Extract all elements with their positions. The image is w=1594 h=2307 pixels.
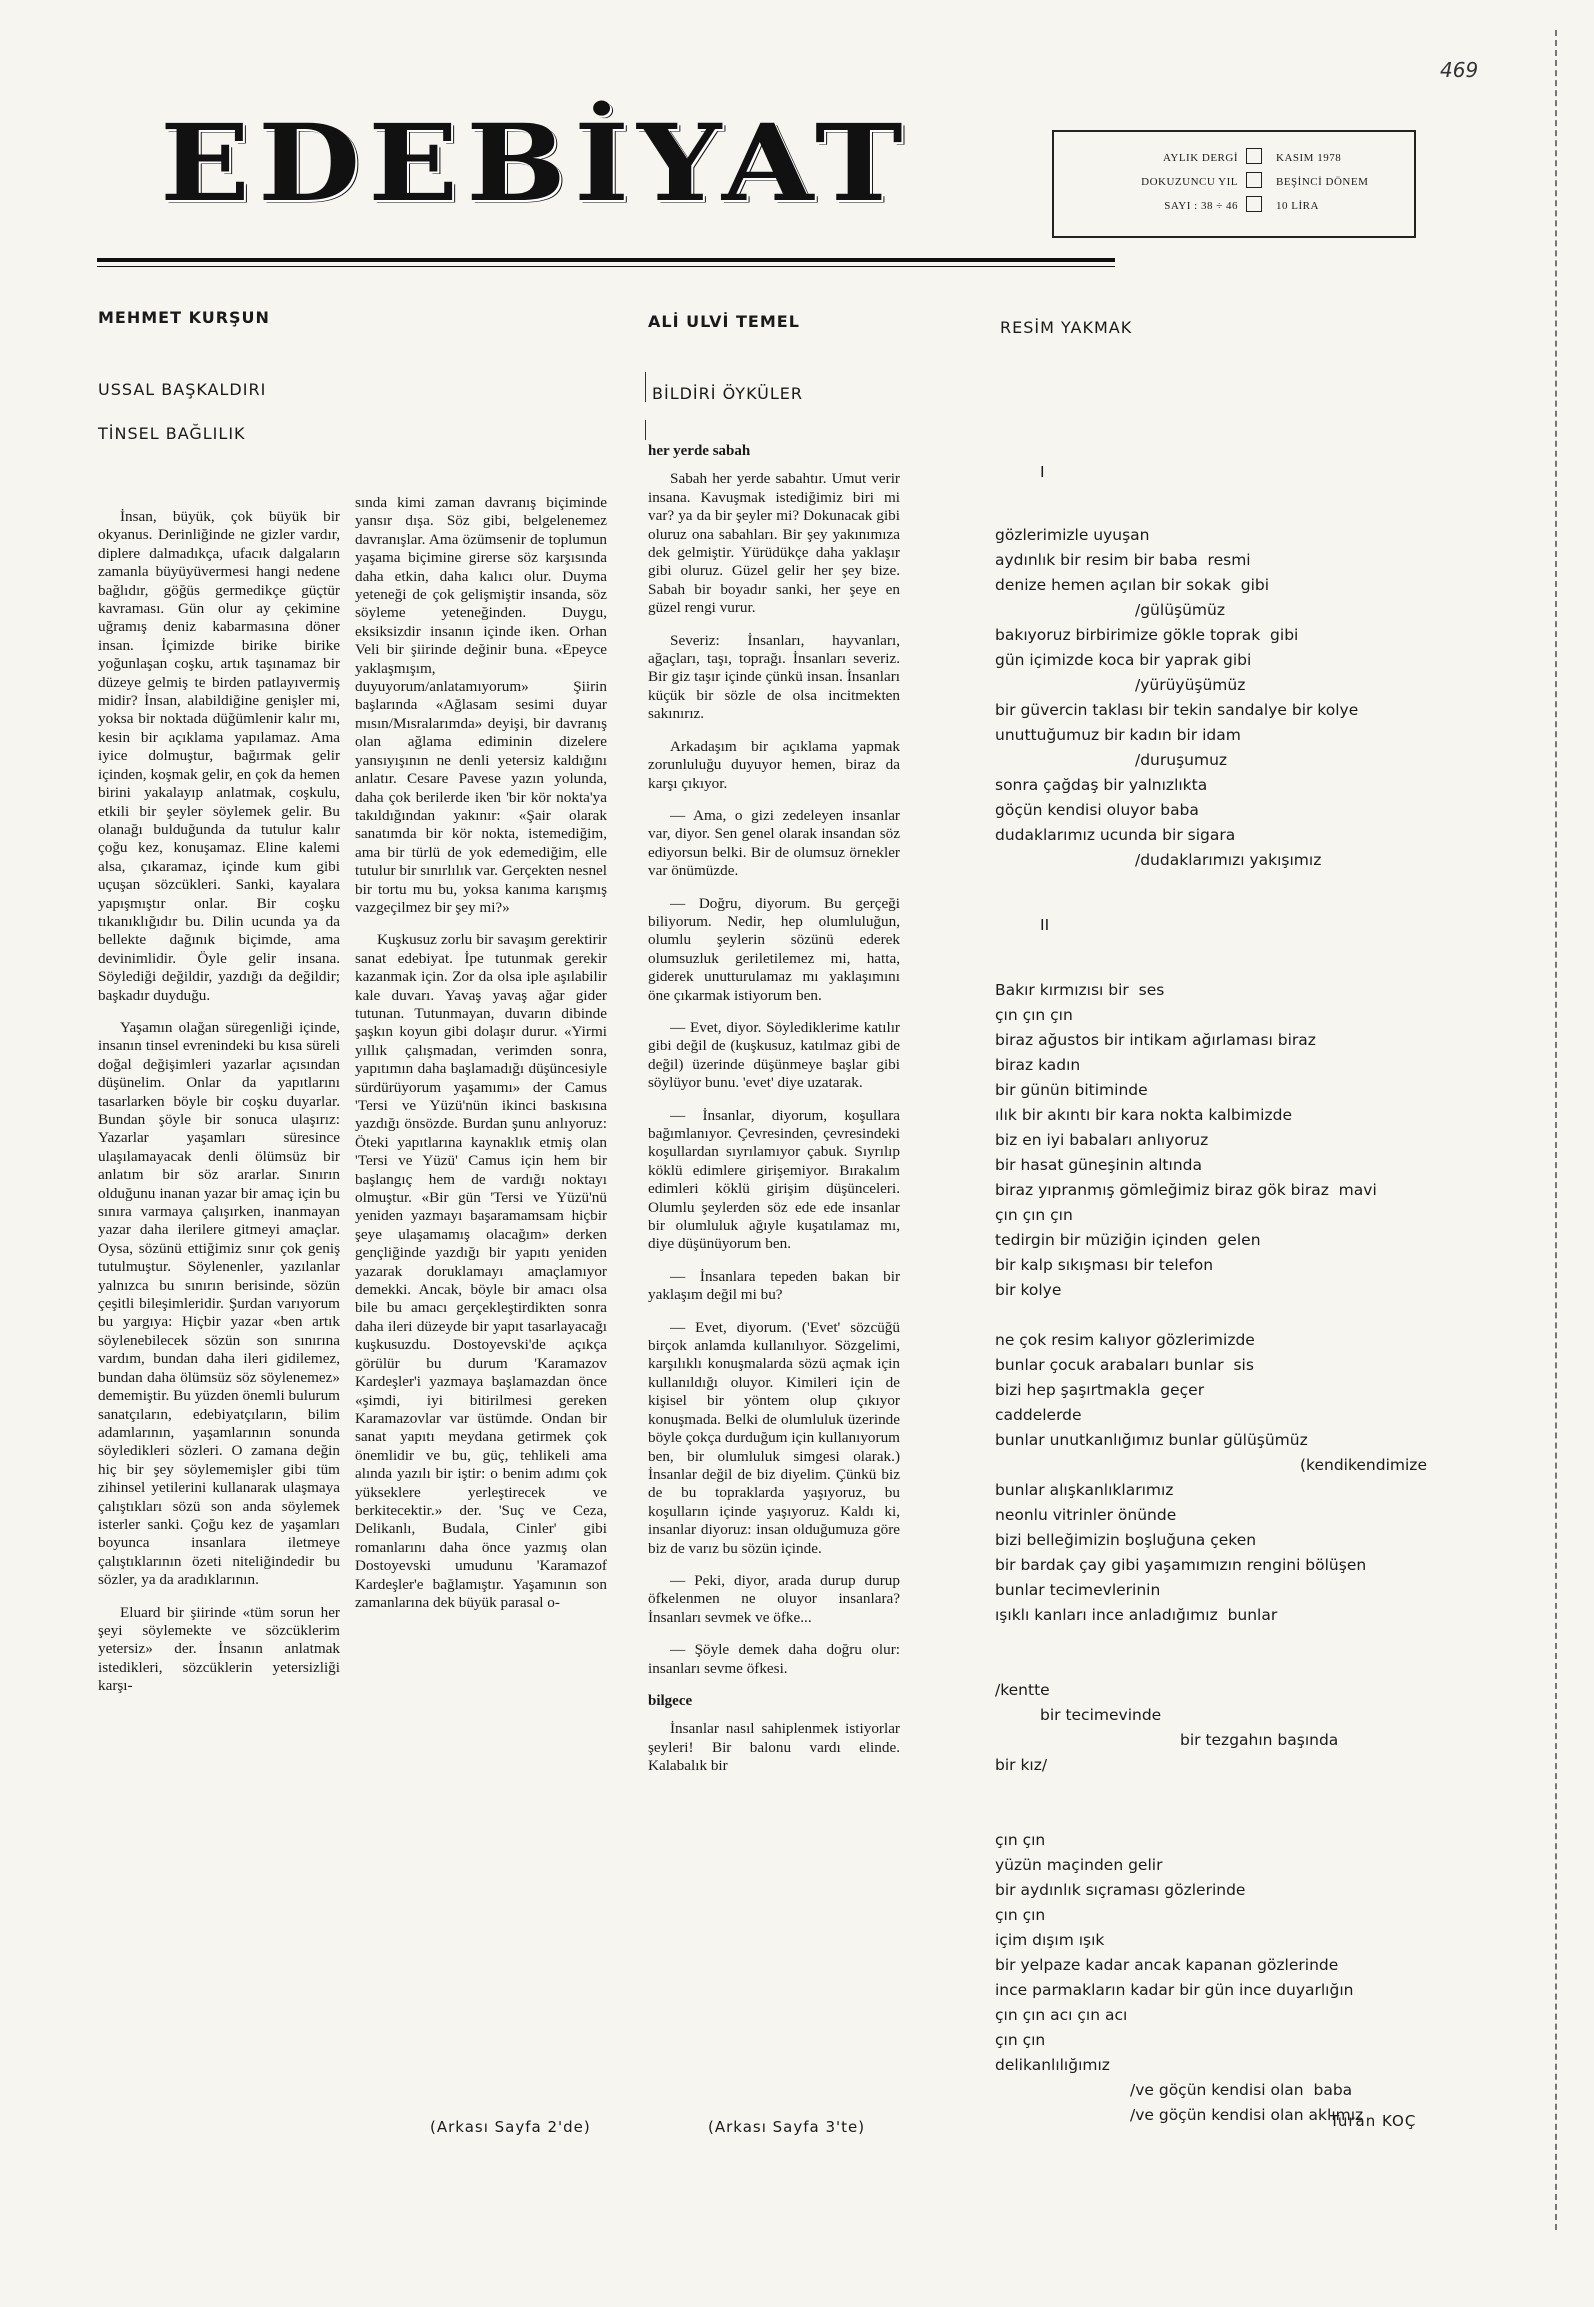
poem-line: bunlar çocuk arabaları bunlar sis (995, 1356, 1254, 1374)
poem-line: yüzün maçinden gelir (995, 1856, 1163, 1874)
paragraph: Kuşkusuz zorlu bir savaşım gerektirir sanat edebiyat. İpe tutunmak gerekir kazanmak için. Zor da olsa iple aşılabilir kale duvarı. Yavaş yavaş ağar gider tutunan. Tutunmayan, duvarın dibinde şaşkın koyun gibi dolaşır durur. «Yirmi yıllık çalışmadan, verimden sonra, yapıtımın daha başlamadığı düşüncesiyle sürdürüyorum yaşamımı» der Camus 'Tersi ve Yüzü'nün ikinci baskısına yazdığı önsözde. Burdan şunu anlıyoruz: Öteki yapıtlarına kaynaklık etmiş olan 'Tersi ve Yüzü' Camus için hem bir başlangıç hem de vardığı noktayı olmuştur. «Bir gün 'Tersi ve Yüzü'nü yeniden yazmayı başaramamsam hiçbir şeye ulaşamamış olacağım» derken gençliğinde yazdığı bir yapıtı yeniden yazarak doruklamayı amaçlamıyor demekki. Ancak, böyle bir amacı olsa bile bu amacı gerçekleştirdikten sonra daha ileri düzeyde bir yapıt tasarlayacağı kuşkusuzdu. Dostoyevski'de açıkça görülür bu durum 'Karamazov Kardeşler'i yazmaya başlamazdan önce «şimdi, iyi bitirilmesi gereken Karamazovlar var üstümde. Ondan bir sanat yapıtı meydana getirmek çok önemlidir ve bu, güç, tehlikeli ama alında yazılı bir iştir: o benim adımı çok yükseklere yerleştirecek ve berkitecektir.» der. 'Suç ve Ceza, Delikanlı, Budala, Cinler' gibi romanlarını daha önce yazmış olan Dostoyevski umudunu 'Karamazof Kardeşler'e bağlamıştır. Yaşamının son zamanlarına dek büyük parasal o- (355, 931, 607, 1611)
poem-line: denize hemen açılan bir sokak gibi (995, 576, 1270, 594)
issue-info-right (1276, 146, 1368, 218)
article1-column2 (355, 494, 607, 1626)
story-subtitle: bilgece (648, 1692, 693, 1709)
poem-line: çın çın acı çın acı (995, 2006, 1128, 2024)
paragraph: İnsan, büyük, çok büyük bir okyanus. Derinliğinde ne gizler vardır, diplere dalmadıkça, ufacık dalgaların zamanla büyüyüvermesi hangi nedene bağlıdır, göğüs germedikçe güçtür kavraması. Gün olur ay çekimine uğramış deniz kabarmasına döner insan. İçimizde birike birike yoğunlaşan coşku, artık taşınamaz bir düzeye gelmiş te birden patlayıvermiş midir? İnsan, alabildiğine genişler mi, yoksa bir noktada düğümlenir kalır mı, kesin bir açıklama yapılamaz. Ama iyice dolmuştur, bağırmak gelir içinden, koşmak gelir, en çok da hemen birini yakalayıp anlatmak, coşkulu, etkili bir şeyler söylemek gelir. Bu olanağı bulduğunda da tutulur kalır çoğu kez, konuşamaz. Eline kalemi alsa, çıkaramaz, içinde kum gibi uçuşan sözcükleri. Sanki, kayalara yapışmıştır onlar. Bir coşku tıkanıklığıdır bu. Dilin ucunda ya da bellekte dağınık biçimde, ama devinimlidir. Öyle gelir insana. Söylediği değildir, yazdığı da değildir; başkadır duyduğu. (98, 508, 340, 1004)
poem-title: RESİM YAKMAK (1000, 318, 1133, 337)
poem-line: /dudaklarımızı yakışımız (1135, 851, 1322, 869)
poem-line (995, 1628, 1465, 1653)
poem-line: ışıklı kanları ince anladığımız bunlar (995, 1606, 1278, 1624)
poem-line: bunlar alışkanlıklarımız (995, 1481, 1174, 1499)
info-checkboxes (1246, 148, 1266, 220)
title-marker (645, 372, 646, 402)
issue-period: BEŞİNCİ DÖNEM (1276, 176, 1369, 188)
poem-line (995, 1803, 1465, 1828)
page-number: 469 (1440, 58, 1479, 82)
poem-line: bir aydınlık sıçraması gözlerinde (995, 1881, 1246, 1899)
poem-line: çın çın (995, 1906, 1046, 1924)
poem-body (995, 460, 1465, 2128)
poem-line: bir güvercin taklası bir tekin sandalye bir kolye (995, 701, 1359, 719)
issue-price: 10 LİRA (1276, 200, 1319, 212)
poem-line: çın çın çın (995, 1206, 1073, 1224)
poem-line: bunlar unutkanlığımız bunlar gülüşümüz (995, 1431, 1308, 1449)
info-square (1246, 196, 1262, 212)
poem-line: bizi hep şaşırtmakla geçer (995, 1381, 1205, 1399)
masthead-rule (97, 258, 1115, 262)
article1-column1 (98, 508, 340, 1710)
publication-year: DOKUZUNCU YIL (1141, 176, 1238, 188)
paragraph: sında kimi zaman davranış biçiminde yansır dışa. Söz gibi, belgelenemez davranışlar. Ama özümsenir de toplumun yaşama biçimine girerse söz karşısında daha etkin, daha kalıcı olur. Duyma yeteneği de çok gelişmiştir insanda, söz söyleme yeteneğinden. Duygu, eksiksizdir insanın içinde iken. Orhan Veli bir şiirinde değinir buna. «Epeyce yaklaşmışım, duyuyorum/anlatamıyorum» Şiirin başlarında «Ağlasam sesimi duyar mısın/Mısralarımda» deyişi, bir davranış olan ağlama ediminin dizelere yansıyışının ne denli yetersiz kaldığını anlatır. Cesare Pavese yazın yolunda, daha çok berilerde iken 'bir kör nokta'ya takıldığından yakınır: «Şair olarak sanatımda bir kör nokta, istemediğim, ama bir türlü de yok edemediğim, elle tutulur bir sınırlılık var. Gerçekten nesnel bir tortu mu bu, yoksa kanıma karışmış vazgeçilmez bir şey mi?» (355, 494, 607, 916)
issue-info-box (1052, 130, 1416, 238)
poem-line: neonlu vitrinler önünde (995, 1506, 1177, 1524)
poem-line: bir tezgahın başında (1180, 1731, 1339, 1749)
poem-line: bir bardak çay gibi yaşamımızın rengini bölüşen (995, 1556, 1367, 1574)
article2-title: BİLDİRİ ÖYKÜLER (652, 384, 803, 403)
paragraph: Severiz: İnsanları, hayvanları, ağaçları, taşı, toprağı. İnsanları severiz. Bir giz taşır içinde çünkü insan. İnsanları küçük bir sözle de olsa incitmekten sakınırız. (648, 631, 900, 723)
poem-line: bir kız/ (995, 1756, 1048, 1774)
poem-line: bir yelpaze kadar ancak kapanan gözlerinde (995, 1956, 1339, 1974)
poem-line: çın çın çın (995, 1006, 1073, 1024)
poem-line: bir tecimevinde (1040, 1706, 1162, 1724)
paragraph: Arkadaşım bir açıklama yapmak zorunluluğu duyuyor hemen, biraz da karşı çıkıyor. (648, 737, 900, 792)
poem-line: gözlerimizle uyuşan (995, 526, 1150, 544)
poem-line: delikanlılığımız (995, 2056, 1110, 2074)
poem-line: Bakır kırmızısı bir ses (995, 981, 1165, 999)
paragraph: — Şöyle demek daha doğru olur: insanları sevme öfkesi. (648, 1641, 900, 1677)
poem-line: /yürüyüşümüz (1135, 676, 1246, 694)
poem-line: ılık bir akıntı bir kara nokta kalbimizde (995, 1106, 1292, 1124)
paragraph: — İnsanlara tepeden bakan bir yaklaşım değil mi bu? (648, 1267, 900, 1304)
poem-line: bir hasat güneşinin altında (995, 1156, 1202, 1174)
poem-line: (kendikendimize (1300, 1456, 1427, 1474)
paragraph: İnsanlar nasıl sahiplenmek istiyorlar şeyleri! Bir balonu vardı elinde. Kalabalık bir (648, 1720, 900, 1775)
paragraph: Yaşamın olağan süregenliği içinde, insanın tinsel evrenindeki bu kısa süreli doğal değişimleri yazarlar açısından düşünelim. Onlar da yapıtlarını tasarlarken böyle bir coşku duyarlar. Bundan şöyle bir sonuca ulaşırız: Yazarlar yaşamları süresince ulaşılamayacak denli ölümsüz bir anlatım bir söz ararlar. Sınırın olduğunu inanan yazar bir amaç için bu sınıra varmaya çalışırken, inanmayan yazar daha ilerilere gitmeyi amaçlar. Oysa, sözünü ettiğimiz sınır çok geniş tutulmuştur. Söylenenler, yazılanlar yalnızca bu sınırın berisinde, sözün çeşitli bileşimleridir. Şurdan varıyorum bu yargıya: Hiçbir yazar «ben artık söylenebilecek sözün son sınırına vardım, bundan daha ileri gidilemez, bundan daha ölümsüz söz söylenemez» dememiştir. Bu yüzden önemli bulurum sanatçıların, edebiyatçıların, bilim adamlarının, yaşamlarının sonunda söyledikleri sözleri. O zamana değin hiç bir şey söylememişler gibi tüm zihinsel yetilerini kullanarak ulaşmaya çalıştıkları sözü son anda söylemek isterler sanki. Çoğu kez de yaşamları boyunca insanlara iletmeye çalıştıklarının özeti niteliğindedir bu sözler, ya da aradıklarının. (98, 1018, 340, 1589)
poem-line: /duruşumuz (1135, 751, 1228, 769)
paragraph: — Evet, diyorum. ('Evet' sözcüğü birçok anlamda kullanılıyor. Sözgelimi, karşılıklı konuşmalarda sözü açmak için kullanıldığı oluyor. Kimileri için de kişisel bir yöntem olup çıkıyor konuşmada. Belki de olumluluk üzerinde böyle çokça durduğum için kullanıyorum ben, bir olumluluk simgesi olarak.) İnsanlar değil de biz diyelim. Çünkü biz de bu topraklarda yaşıyoruz, bu koşulların içinde yaşıyoruz. Kaldı ki, insanlar diyoruz: insan olduğumuza göre biz de varız bu sözün içinde. (648, 1318, 900, 1557)
info-square (1246, 148, 1262, 164)
poem-line: biraz yıpranmış gömleğimiz biraz gök biraz mavi (995, 1181, 1377, 1199)
poem-author: Turan KOÇ (1330, 2112, 1417, 2130)
poem-line: bakıyoruz birbirimize gökle toprak gibi (995, 626, 1299, 644)
article1-title: USSAL BAŞKALDIRI (98, 380, 267, 399)
poem-line: çın çın (995, 1831, 1046, 1849)
story-title: her yerde sabah (648, 443, 751, 459)
poem-line (995, 1653, 1465, 1678)
paragraph: — Doğru, diyorum. Bu gerçeği biliyorum. Nedir, hep olumluluğun, olumlu şeylerin sözünü ederek olumsuzluk geriletilemez mi, hatta, giderek unutturulamaz mı yaklaşımını öne çıkarmak istiyorum ben. (648, 894, 900, 1004)
poem-line (995, 1778, 1465, 1803)
article2-author: ALİ ULVİ TEMEL (648, 312, 800, 331)
poem-line: ne çok resim kalıyor gözlerimizde (995, 1331, 1255, 1349)
poem-line: caddelerde (995, 1406, 1082, 1424)
poem-line: aydınlık bir resim bir baba resmi (995, 551, 1251, 569)
poem-line: biraz kadın (995, 1056, 1081, 1074)
masthead-rule-thin (97, 266, 1115, 267)
poem-section-numeral: I (1040, 463, 1045, 481)
binding-edge (1555, 30, 1559, 2230)
poem-line: çın çın (995, 2031, 1046, 2049)
title-marker (645, 420, 646, 440)
poem-line: içim dışım ışık (995, 1931, 1105, 1949)
paragraph: Eluard bir şiirinde «tüm sorun her şeyi söylemekte ve sözcüklerim yetersiz» der. İnsanın anlatmak istedikleri, sözcüklerin yetersizliği karşı- (98, 1603, 340, 1695)
poem-line: /kentte (995, 1681, 1050, 1699)
poem-line: biraz ağustos bir intikam ağırlaması biraz (995, 1031, 1316, 1049)
poem-line: bunlar tecimevlerinin (995, 1581, 1161, 1599)
paragraph: — İnsanlar, diyorum, koşullara bağımlanıyor. Çevresinden, çevresindeki koşullardan sıyrılamıyor çabuk. Sıyrılıp köklü edimlere girişemiyor. Bırakalım edimleri köklü girişim düşünceleri. Olumlu şeylerden söz ede ede insanlar bir olumluluk ağıyle kuşatılamaz mı, diye düşünüyorum ben. (648, 1106, 900, 1253)
issue-info-left (1068, 146, 1238, 218)
article1-subtitle: TİNSEL BAĞLILIK (98, 424, 246, 443)
poem-line: gün içimizde koca bir yaprak gibi (995, 651, 1252, 669)
poem-line: /gülüşümüz (1135, 601, 1225, 619)
masthead-title: EDEBİYAT (160, 100, 911, 226)
poem-line: biz en iyi babaları anlıyoruz (995, 1131, 1209, 1149)
issue-number: SAYI : 38 ÷ 46 (1164, 200, 1238, 212)
poem-line: göçün kendisi oluyor baba (995, 801, 1199, 819)
article1-author: MEHMET KURŞUN (98, 308, 270, 327)
poem-line: /ve göçün kendisi olan aklımız (1130, 2106, 1364, 2124)
poem-line (995, 1303, 1465, 1328)
poem-line: /ve göçün kendisi olan baba (1130, 2081, 1353, 2099)
poem-line: unuttuğumuz bir kadın bir idam (995, 726, 1241, 744)
paragraph: Sabah her yerde sabahtır. Umut verir insana. Kavuşmak istediğimiz biri mi var? ya da bir şeyler mi? Dokunacak gibi oluruz ona sabahları. Bir şey yakınımıza dek gelmiştir. Yürüdükçe daha yaklaşır gibi oluruz. Güzel gelir her şey bize. Sabah bir boyadır sanki, her şeye en güzel rengi vurur. (648, 470, 900, 617)
issue-date: KASIM 1978 (1276, 152, 1342, 164)
poem-line: sonra çağdaş bir yalnızlıkta (995, 776, 1208, 794)
poem-line: bizi belleğimizin boşluğuna çeken (995, 1531, 1257, 1549)
paragraph: — Ama, o gizi zedeleyen insanlar var, diyor. Sen genel olarak insandan söz ediyorsun belki. Bir de olumsuz örnekler var önümüzde. (648, 806, 900, 880)
poem-line: bir kolye (995, 1281, 1062, 1299)
poem-line: ince parmakların kadar bir gün ince duyarlığın (995, 1981, 1354, 1999)
article2-continued: (Arkası Sayfa 3'te) (708, 2118, 866, 2136)
poem-line: bir günün bitiminde (995, 1081, 1148, 1099)
poem-line: dudaklarımız ucunda bir sigara (995, 826, 1236, 844)
publication-frequency: AYLIK DERGİ (1162, 152, 1238, 164)
article2-column (648, 442, 900, 1790)
paragraph: — Evet, diyor. Söylediklerime katılır gibi değil de (kuşkusuz, katılmaz gibi de değil) üzerinde düşünmeye başlar gibi söylüyor bunu. 'evet' diye uzatarak. (648, 1018, 900, 1092)
poem-line: tedirgin bir müziğin içinden gelen (995, 1231, 1261, 1249)
info-square (1246, 172, 1262, 188)
paragraph: — Peki, diyor, arada durup durup öfkelenmen ne oluyor insanlara? İnsanları sevmek ve öfke... (648, 1571, 900, 1626)
article1-continued: (Arkası Sayfa 2'de) (430, 2118, 591, 2136)
poem-section-numeral: II (1040, 916, 1050, 934)
poem-line: bir kalp sıkışması bir telefon (995, 1256, 1214, 1274)
